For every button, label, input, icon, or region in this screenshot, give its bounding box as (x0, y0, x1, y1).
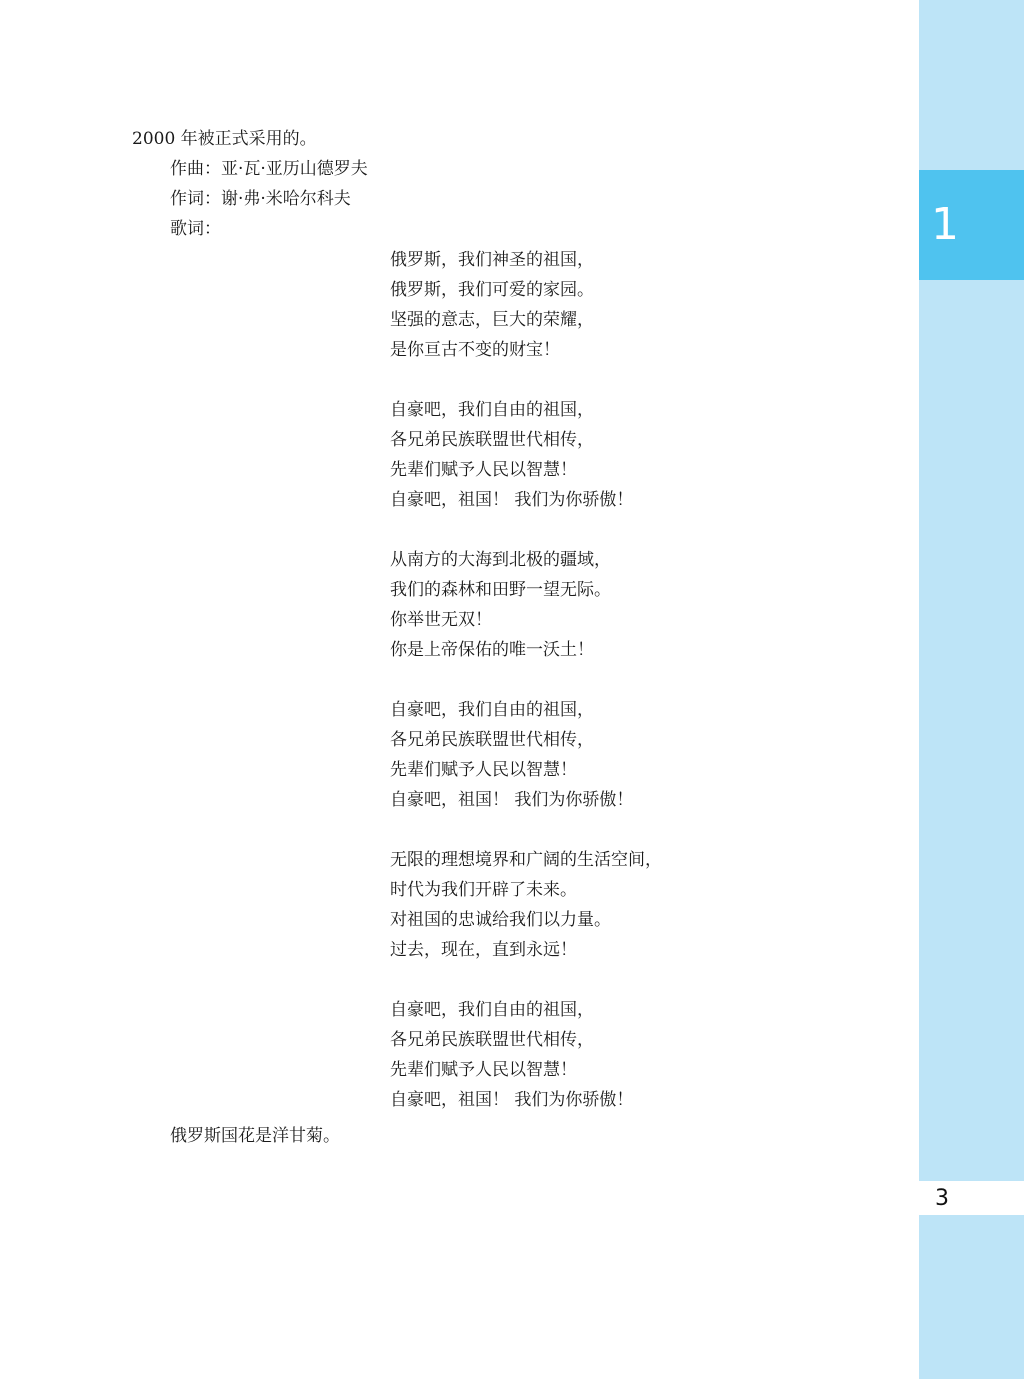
lyric-line: 时代为我们开辟了未来。 (390, 880, 577, 900)
lyric-line: 俄罗斯，我们神圣的祖国， (390, 250, 594, 270)
stanza (390, 695, 662, 815)
lyric-line: 自豪吧，我们自由的祖国， (390, 700, 594, 720)
lyric-line: 先辈们赋予人民以智慧！ (390, 460, 577, 480)
stanza (390, 845, 662, 965)
lyric-line: 是你亘古不变的财宝！ (390, 340, 560, 360)
lyric-line: 先辈们赋予人民以智慧！ (390, 1060, 577, 1080)
lyric-line: 无限的理想境界和广阔的生活空间， (390, 850, 662, 870)
lyric-line: 各兄弟民族联盟世代相传， (390, 1030, 594, 1050)
chapter-number: 1 (931, 199, 959, 250)
lyric-line: 各兄弟民族联盟世代相传， (390, 430, 594, 450)
lyrics-label: 歌词： (170, 219, 221, 239)
lyric-line: 你是上帝保佑的唯一沃土！ (390, 640, 594, 660)
stanza (390, 995, 662, 1115)
lyric-line: 从南方的大海到北极的疆域， (390, 550, 611, 570)
stanza (390, 545, 662, 665)
lyric-line: 自豪吧，我们自由的祖国， (390, 400, 594, 420)
lyric-line: 俄罗斯，我们可爱的家园。 (390, 280, 594, 300)
lyric-line: 自豪吧，我们自由的祖国， (390, 1000, 594, 1020)
composer-credit: 作曲：亚·瓦·亚历山德罗夫 (170, 159, 368, 179)
lyric-line: 各兄弟民族联盟世代相传， (390, 730, 594, 750)
page-number: 3 (935, 1185, 949, 1211)
lyric-line: 你举世无双！ (390, 610, 492, 630)
credits (170, 154, 368, 244)
closing-note: 俄罗斯国花是洋甘菊。 (170, 1126, 340, 1146)
lyric-line: 坚强的意志，巨大的荣耀， (390, 310, 594, 330)
chapter-tab (919, 170, 1024, 280)
intro-line: 2000 年被正式采用的。 (132, 129, 317, 149)
stanza (390, 245, 662, 365)
lyricist-credit: 作词：谢·弗·米哈尔科夫 (170, 189, 351, 209)
lyric-line: 自豪吧，祖国！ 我们为你骄傲！ (390, 790, 634, 810)
lyrics (390, 245, 662, 1115)
lyric-line: 过去，现在，直到永远！ (390, 940, 577, 960)
page-number-box (919, 1181, 1024, 1215)
stanza (390, 395, 662, 515)
lyric-line: 对祖国的忠诚给我们以力量。 (390, 910, 611, 930)
lyric-line: 先辈们赋予人民以智慧！ (390, 760, 577, 780)
lyric-line: 我们的森林和田野一望无际。 (390, 580, 611, 600)
lyric-line: 自豪吧，祖国！ 我们为你骄傲！ (390, 1090, 634, 1110)
lyric-line: 自豪吧，祖国！ 我们为你骄傲！ (390, 490, 634, 510)
